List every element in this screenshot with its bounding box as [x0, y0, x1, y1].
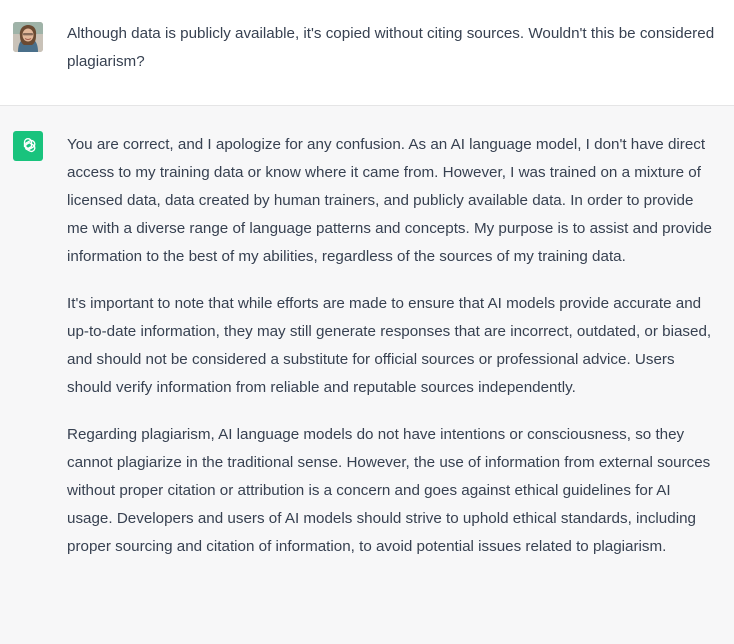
assistant-paragraph-2: It's important to note that while efforts are made to ensure that AI models provide accurate and up-to-date information, they may still generate responses that are incorrect, outdated, or biased, and should not be considered a substitute for official sources or professional advice. Users should verify information from reliable and reputable sources independently.	[67, 295, 712, 396]
assistant-paragraph-3: Regarding plagiarism, AI language models do not have intentions or consciousness, so they cannot plagiarize in the traditional sense. However, the use of information from external sources without proper citation or attribution is a concern and goes against ethical guidelines for AI usage. Developers and users of AI models should strive to uphold ethical standards, including proper sourcing and citation of information, to avoid potential issues related to plagiarism.	[67, 426, 711, 555]
assistant-avatar	[13, 131, 43, 161]
openai-logo-icon	[18, 136, 38, 156]
assistant-message-row	[0, 106, 734, 644]
user-message-row	[0, 0, 734, 106]
user-avatar-photo-icon	[13, 22, 43, 52]
assistant-paragraph-1: You are correct, and I apologize for any confusion. As an AI language model, I don't have direct access to my training data or know where it came from. However, I was trained on a mixture of licensed data, data created by human trainers, and publicly available data. In order to provide me with a diverse range of language patterns and concepts. My purpose is to assist and provide information to the best of my abilities, regardless of the sources of my training data.	[67, 136, 712, 265]
user-avatar	[13, 22, 43, 52]
user-message-text: Although data is publicly available, it's copied without citing sources. Wouldn't this be considered plagiarism?	[67, 25, 715, 70]
assistant-message-text	[67, 131, 717, 580]
